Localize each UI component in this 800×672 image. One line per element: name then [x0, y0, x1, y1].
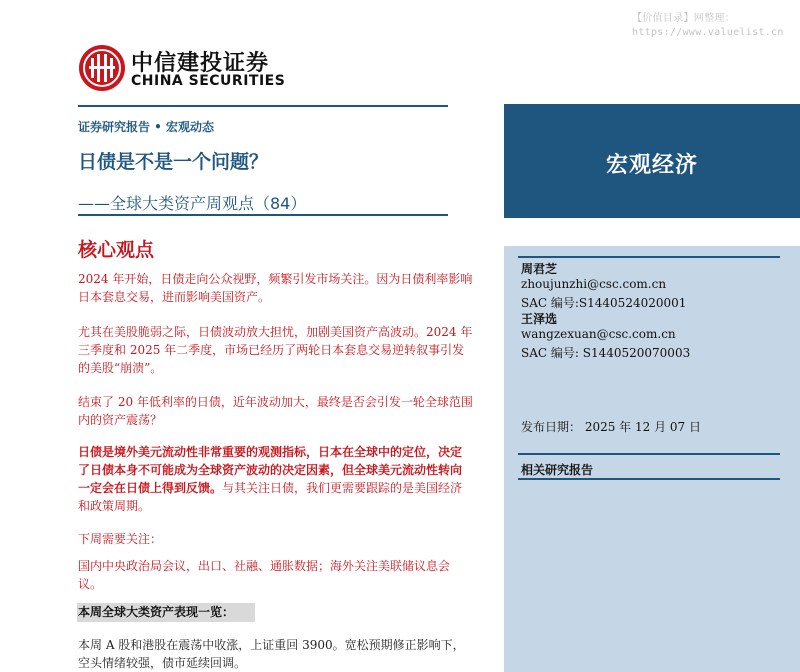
paragraph-4 — [78, 443, 473, 515]
paragraph-2: 尤其在美股脆弱之际，日债波动放大担忧，加剧美国资产高波动。2024 年三季度和 2025 年二季度，市场已经历了两轮日本套息交易逆转叙事引发的美股“崩溃”。 — [78, 325, 473, 375]
paragraph-6: 国内中央政治局会议，出口、社融、通胀数据；海外关注美联储议息会议。 — [78, 559, 451, 591]
author-name: 周君芝 — [521, 262, 558, 276]
category-banner — [504, 104, 800, 218]
paragraph-7: 本周 A 股和港股在震荡中收涨，上证重回 3900。宽松预期修正影响下，空头情绪较强，债市延续回调。 — [78, 638, 465, 670]
report-title: 日债是不是一个问题？ — [78, 151, 269, 173]
author-email: wangzexuan@csc.com.cn — [521, 327, 676, 341]
logo-chinese-name: 中信建投证券 — [131, 51, 270, 76]
paragraph-1: 2024 年开始，日债走向公众视野，频繁引发市场关注。因为日债利率影响日本套息交易，进而影响美国资产。 — [78, 272, 473, 304]
related-rule-top — [518, 453, 780, 455]
logo-english-name: CHINA SECURITIES — [131, 73, 286, 89]
author-name: 王泽选 — [521, 312, 558, 326]
header-rule — [78, 105, 448, 107]
sidebar-top-rule — [518, 256, 780, 258]
key-view-bold: 日债是境外美元流动性非常重要的观测指标，日本在全球中的定位，决定了日债本身不可能成为全球资产波动的决定因素，但全球美元流动性转向一定会在日债上得到反馈。 — [78, 445, 463, 495]
report-subtitle: ——全球大类资产周观点（84） — [78, 194, 307, 213]
company-logo — [78, 44, 318, 94]
author-sac: SAC 编号: S1440520070003 — [521, 346, 691, 360]
related-rule-bottom — [518, 478, 780, 480]
china-securities-emblem-icon — [78, 44, 126, 92]
report-type: 证券研究报告 • 宏观动态 — [78, 120, 215, 134]
paragraph-3: 结束了 20 年低利率的日债，近年波动加大，最终是否会引发一轮全球范围内的资产震荡？ — [78, 395, 473, 427]
title-rule — [78, 214, 448, 216]
publish-date: 发布日期： 2025 年 12 月 07 日 — [521, 420, 701, 434]
watermark-text: 【价值目录】网整理：https://www.valuelist.cn — [632, 13, 784, 38]
category-label: 宏观经济 — [605, 153, 698, 178]
key-view-rest: 与其关注日债，我们更需要跟踪的是美国经济和政策周期。 — [78, 481, 463, 513]
performance-heading: 本周全球大类资产表现一览： — [77, 603, 255, 622]
author-sac: SAC 编号:S1440524020001 — [521, 296, 687, 310]
paragraph-5: 下周需要关注： — [78, 532, 163, 546]
related-reports-heading: 相关研究报告 — [521, 463, 594, 477]
section-heading: 核心观点 — [78, 239, 155, 261]
author-email: zhoujunzhi@csc.com.cn — [521, 277, 667, 291]
